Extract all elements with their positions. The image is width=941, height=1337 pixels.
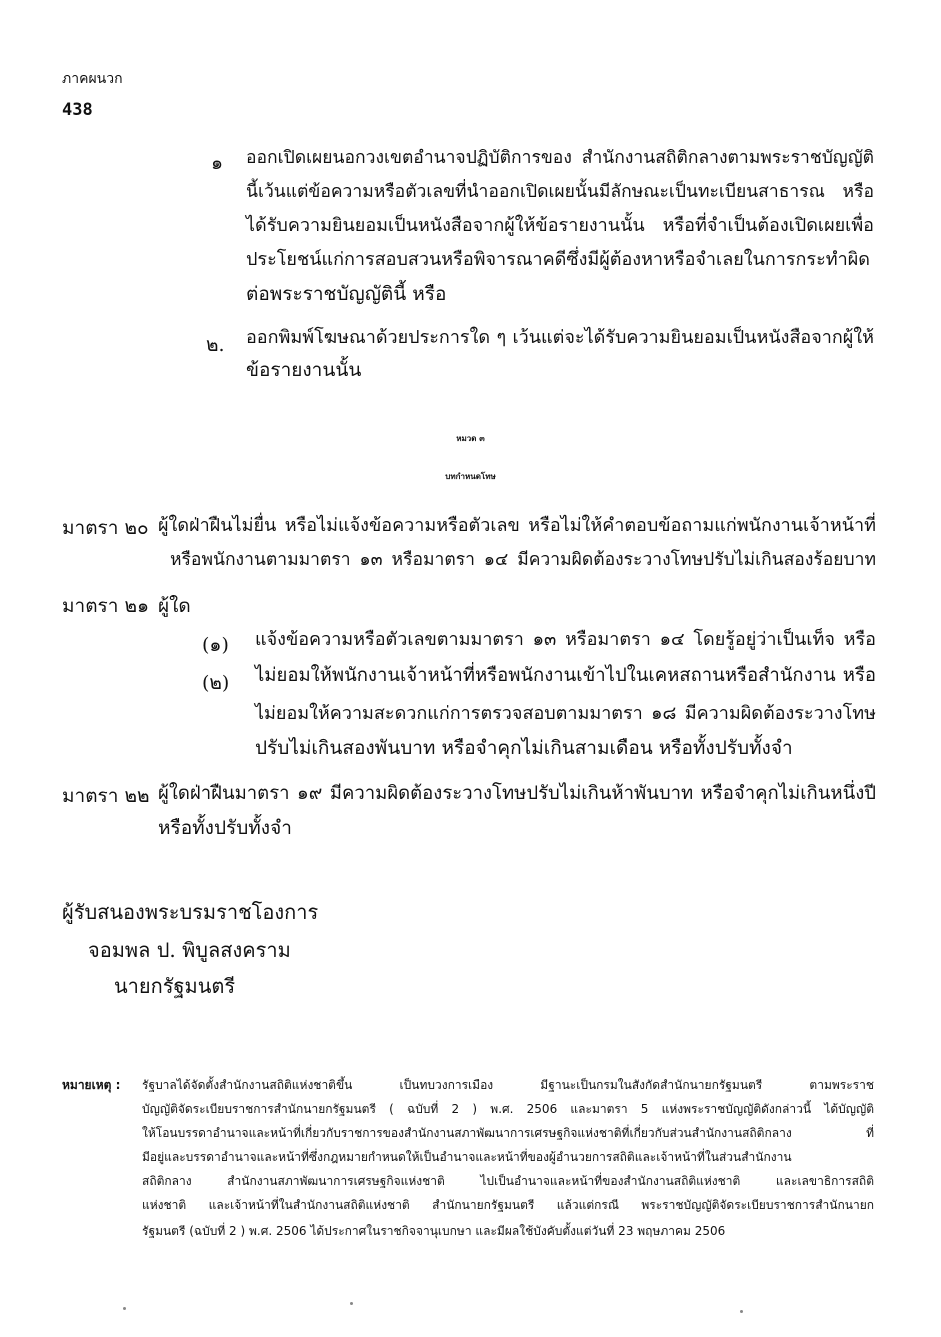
signature-name: จอมพล ป. พิบูลสงคราม xyxy=(88,938,291,962)
scan-speck xyxy=(123,1307,126,1310)
clause-number: ๑ xyxy=(211,152,224,174)
subitem-number: (๒) xyxy=(202,672,230,694)
clause-number: ๒. xyxy=(206,334,225,356)
section-line: หรือทั้งปรับทั้งจำ xyxy=(158,817,292,839)
note-line: รัฐบาลได้จัดตั้งสำนักงานสถิติแห่งชาติขึ้น เป็นทบวงการเมือง มีฐานะเป็นกรมในสังกัดสำนักนายกรัฐมนตรี ตามพระราช xyxy=(142,1078,874,1092)
section-label: มาตรา ๒๐ xyxy=(62,517,149,539)
subitem-line: ไม่ยอมให้พนักงานเจ้าหน้าที่หรือพนักงานเข้าไปในเคหสถานหรือสำนักงาน หรือ xyxy=(255,665,876,686)
clause-line: ข้อรายงานนั้น xyxy=(246,359,362,381)
subitem-line: แจ้งข้อความหรือตัวเลขตามมาตรา ๑๓ หรือมาตรา ๑๔ โดยรู้อยู่ว่าเป็นเท็จ หรือ xyxy=(255,629,876,650)
note-line: มีอยู่และบรรดาอำนาจและหน้าที่ซึ่งกฎหมายกำหนดให้เป็นอำนาจและหน้าที่ของผู้อำนวยการสถิติและเจ้าหน้าที่ในส่วนสำนักงาน xyxy=(142,1150,792,1164)
signature-countersign: ผู้รับสนองพระบรมราชโองการ xyxy=(62,900,319,924)
scan-speck xyxy=(740,1310,743,1313)
clause-line: ออกพิมพ์โฆษณาด้วยประการใด ๆ เว้นแต่จะได้รับความยินยอมเป็นหนังสือจากผู้ให้ xyxy=(246,327,874,348)
note-line: บัญญัติจัดระเบียบราชการสำนักนายกรัฐมนตรี ( ฉบับที่ 2 ) พ.ศ. 2506 และมาตรา 5 แห่งพระราชบัญญัติดังกล่าวนี้ ได้บัญญัติ xyxy=(142,1102,874,1116)
chapter-title: บทกำหนดโทษ xyxy=(445,471,496,481)
subitem-line: ปรับไม่เกินสองพันบาท หรือจำคุกไม่เกินสามเดือน หรือทั้งปรับทั้งจำ xyxy=(255,737,793,759)
page-number: 438 xyxy=(62,100,93,120)
note-line: สถิติกลาง สำนักงานสภาพัฒนาการเศรษฐกิจแห่งชาติ ไปเป็นอำนาจและหน้าที่ของสำนักงานสถิติแห่งชาติ และเลขาธิการสถิติ xyxy=(142,1174,874,1188)
note-line: แห่งชาติ และเจ้าหน้าที่ในสำนักงานสถิติแห่งชาติ สำนักนายกรัฐมนตรี แล้วแต่กรณี พระราชบัญญัติจัดระเบียบราชการสำนักนายก xyxy=(142,1198,874,1212)
clause-line: ออกเปิดเผยนอกวงเขตอำนาจปฏิบัติการของ สำนักงานสถิติกลางตามพระราชบัญญัติ xyxy=(246,148,874,168)
signature-title: นายกรัฐมนตรี xyxy=(114,974,236,998)
scan-speck xyxy=(350,1302,353,1305)
note-label: หมายเหตุ : xyxy=(62,1078,121,1092)
chapter-heading: หมวด ๓ xyxy=(456,433,485,443)
section-line: ผู้ใดฝ่าฝืนไม่ยื่น หรือไม่แจ้งข้อความหรือตัวเลข หรือไม่ให้คำตอบข้อถามแก่พนักงานเจ้าหน้าที่ xyxy=(158,515,876,536)
note-line: ให้โอนบรรดาอำนาจและหน้าที่เกี่ยวกับราชการของสำนักงานสภาพัฒนาการเศรษฐกิจแห่งชาติที่เกี่ยวกับส่วนสำนักงานสถิติกลาง ที่ xyxy=(142,1126,874,1140)
section-line: หรือพนักงานตามมาตรา ๑๓ หรือมาตรา ๑๔ มีความผิดต้องระวางโทษปรับไม่เกินสองร้อยบาท xyxy=(170,550,876,570)
subitem-number: (๑) xyxy=(202,634,229,656)
section-line: ผู้ใดฝ่าฝืนมาตรา ๑๙ มีความผิดต้องระวางโทษปรับไม่เกินห้าพันบาท หรือจำคุกไม่เกินหนึ่งปี xyxy=(158,783,876,804)
section-line: ผู้ใด xyxy=(158,595,191,617)
clause-line: ประโยชน์แก่การสอบสวนหรือพิจารณาคดีซึ่งมีผู้ต้องหาหรือจำเลยในการกระทำผิด xyxy=(246,249,870,270)
clause-line: ต่อพระราชบัญญัตินี้ หรือ xyxy=(246,283,447,305)
clause-line: นี้เว้นแต่ข้อความหรือตัวเลขที่นำออกเปิดเผยนั้นมีลักษณะเป็นทะเบียนสาธารณ หรือ xyxy=(246,182,874,202)
subitem-line: ไม่ยอมให้ความสะดวกแก่การตรวจสอบตามมาตรา ๑๘ มีความผิดต้องระวางโทษ xyxy=(255,703,876,724)
clause-line: ได้รับความยินยอมเป็นหนังสือจากผู้ให้ข้อรายงานนั้น หรือที่จำเป็นต้องเปิดเผยเพื่อ xyxy=(246,215,874,236)
section-label: ภาคผนวก xyxy=(62,71,123,87)
note-line: รัฐมนตรี (ฉบับที่ 2 ) พ.ศ. 2506 ได้ประกาศในราชกิจจานุเบกษา และมีผลใช้บังคับตั้งแต่วันที่ 23 พฤษภาคม 2506 xyxy=(142,1224,726,1238)
section-label: มาตรา ๒๑ xyxy=(62,595,150,617)
section-label: มาตรา ๒๒ xyxy=(62,785,150,807)
